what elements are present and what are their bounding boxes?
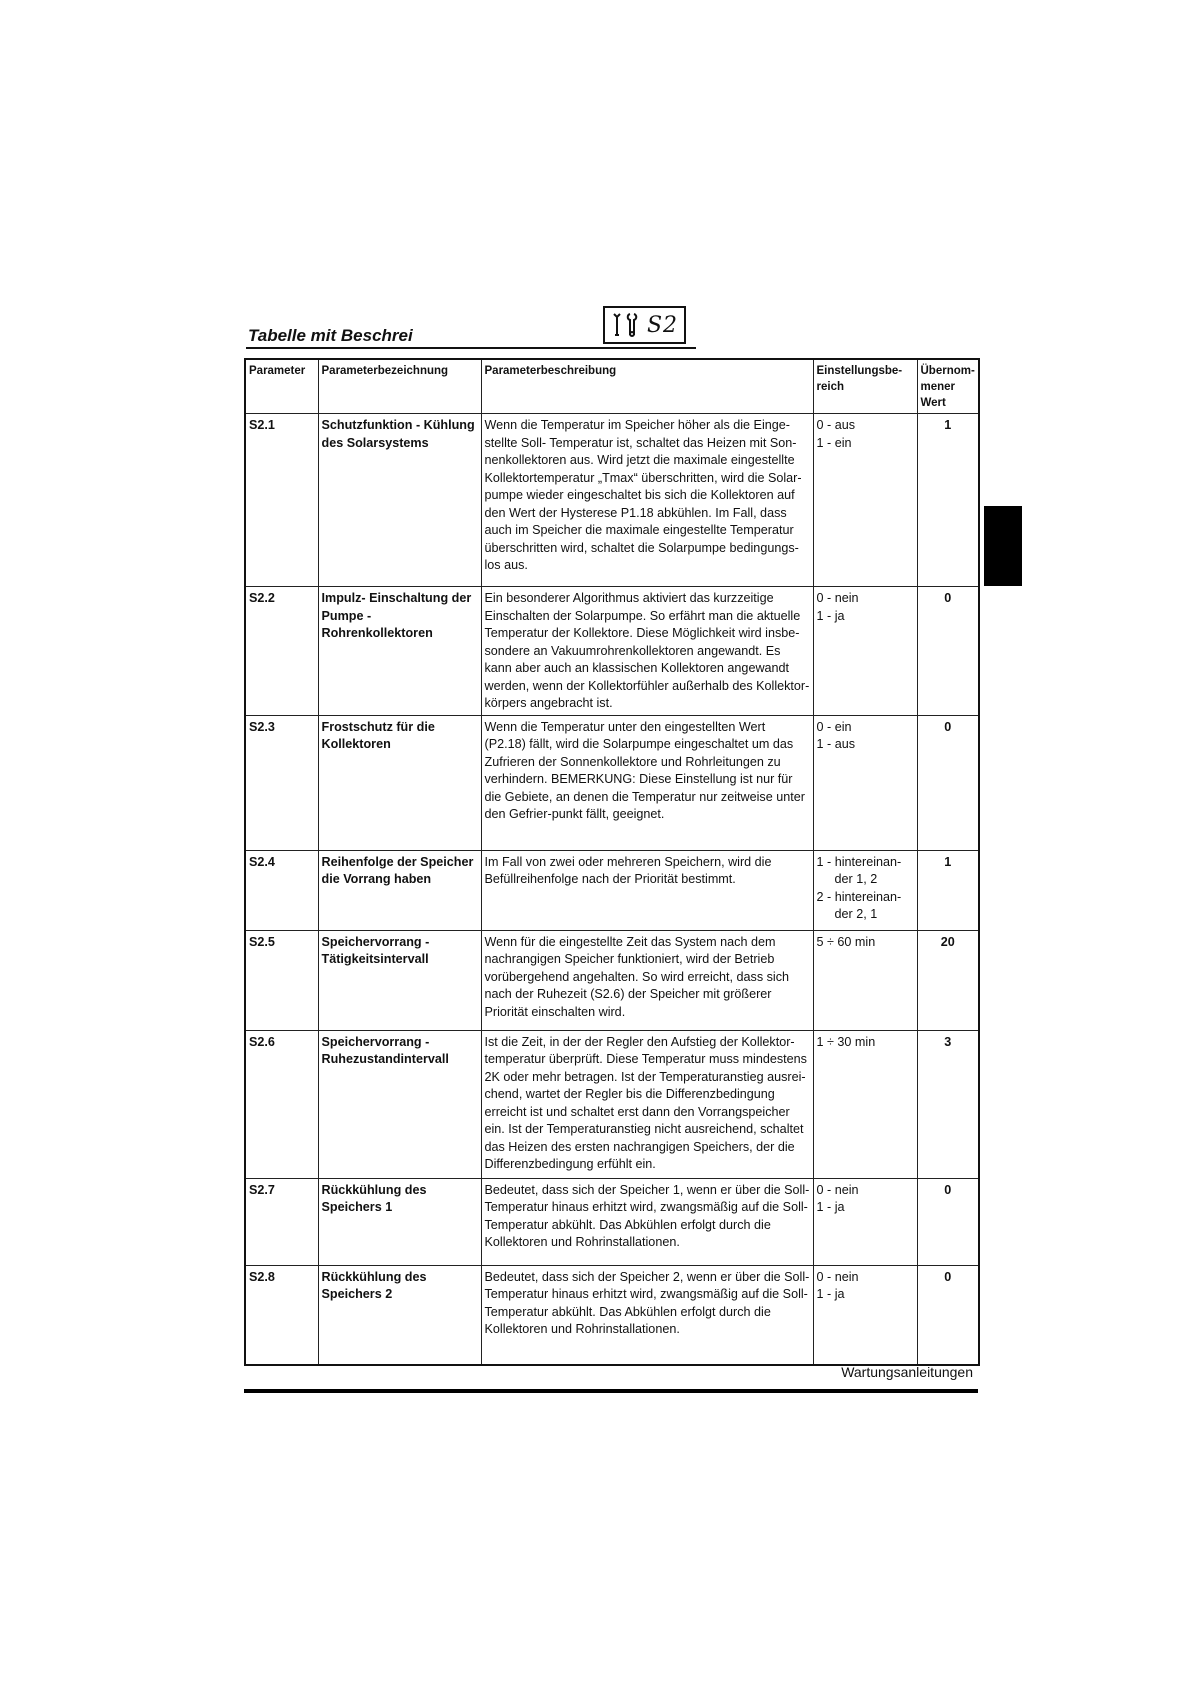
header-value: Übernom-mener Wert xyxy=(917,359,979,414)
parameter-description: Ist die Zeit, in der der Regler den Aufstieg der Kollektor-temperatur überprüft. Diese Temperatur muss mindestens 2K oder mehr betragen. Ist der Temperaturanstieg ausrei-chend, wartet der Regler bis die Differenzbedingung erreicht ist und schaltet erst dann den Vorrangspeicher ein. Ist der Temperaturanstieg nicht ausreichend, schaltet das Heizen des ersten nachrangigen Speichers, der die Differenzbedingung erfühlt ein. xyxy=(481,1030,813,1178)
range-line: 1 - ja xyxy=(816,1287,845,1301)
range-line: 1 - hintereinan- xyxy=(816,854,902,869)
parameter-description: Bedeutet, dass sich der Speicher 2, wenn er über die Soll-Temperatur hinaus erhitzt wird, zwangsmäßig auf die Soll-Temperatur abkühlt. Das Abkühlen erfolgt durch die Kollektoren und Rohrinstallationen. xyxy=(481,1265,813,1365)
range-line: 0 - nein xyxy=(816,1182,859,1197)
table-row xyxy=(245,850,979,930)
parameter-name: Rückkühlung des Speichers 2 xyxy=(318,1265,481,1365)
section-title: Tabelle mit Beschrei xyxy=(248,326,413,345)
footer-text: Wartungsanleitungen xyxy=(841,1364,973,1380)
parameter-description: Ein besonderer Algorithmus aktiviert das kurzzeitige Einschalten der Solarpumpe. So erfährt man die aktuelle Temperatur der Kollektore. Diese Möglichkeit wird insbe-sondere an Vakuumrohrenkollektoren angewandt. Es kann aber auch an klassischen Kollektoren angewandt werden, wenn der Kollektorfühler außerhalb des Kollektor-körpers angebracht ist. xyxy=(481,587,813,716)
setting-range xyxy=(813,1265,917,1365)
tools-icon xyxy=(611,312,641,338)
setting-range xyxy=(813,1030,917,1178)
header-range: Einstellungsbe-reich xyxy=(813,359,917,414)
setting-range xyxy=(813,414,917,587)
range-line: der 1, 2 xyxy=(834,872,878,886)
parameter-code: S2.7 xyxy=(245,1178,318,1265)
parameter-code: S2.6 xyxy=(245,1030,318,1178)
parameter-name: Speichervorrang - Tätigkeitsintervall xyxy=(318,930,481,1030)
parameter-name: Rückkühlung des Speichers 1 xyxy=(318,1178,481,1265)
s2-badge xyxy=(603,306,686,344)
table-row xyxy=(245,930,979,1030)
parameter-code: S2.5 xyxy=(245,930,318,1030)
parameter-name: Reihenfolge der Speicher die Vorrang haben xyxy=(318,850,481,930)
range-line: der 2, 1 xyxy=(834,907,878,921)
range-line: 5 ÷ 60 min xyxy=(816,934,876,949)
range-line: 1 - ein xyxy=(816,435,852,450)
table-row xyxy=(245,1265,979,1365)
range-line: 0 - nein xyxy=(816,1269,859,1284)
adopted-value: 3 xyxy=(917,1030,979,1178)
range-line: 2 - hintereinan- xyxy=(816,889,902,904)
parameter-code: S2.1 xyxy=(245,414,318,587)
range-line: 1 - aus xyxy=(816,737,856,751)
parameter-code: S2.8 xyxy=(245,1265,318,1365)
setting-range xyxy=(813,1178,917,1265)
header-description: Parameterbeschreibung xyxy=(481,359,813,414)
adopted-value: 0 xyxy=(917,1265,979,1365)
parameter-description: Wenn für die eingestellte Zeit das System nach dem nachrangigen Speicher funktioniert, wird der Betrieb vorübergehend angehalten. So wird erreicht, dass sich nach der Ruhezeit (S2.6) der Speicher mit größerer Priorität einschalten wird. xyxy=(481,930,813,1030)
parameter-code: S2.4 xyxy=(245,850,318,930)
footer-rule xyxy=(244,1389,978,1393)
badge-code: S2 xyxy=(646,312,679,338)
setting-range xyxy=(813,587,917,716)
range-line: 0 - nein xyxy=(816,591,859,605)
parameter-description: Im Fall von zwei oder mehreren Speichern, wird die Befüllreihenfolge nach der Priorität bestimmt. xyxy=(481,850,813,930)
table-row xyxy=(245,587,979,716)
chapter-tab xyxy=(984,506,1022,586)
adopted-value: 0 xyxy=(917,587,979,716)
setting-range xyxy=(813,715,917,850)
parameter-name: Frostschutz für die Kollektoren xyxy=(318,715,481,850)
header-name: Parameterbezeichnung xyxy=(318,359,481,414)
range-line: 1 - ja xyxy=(816,1200,845,1214)
parameter-description: Bedeutet, dass sich der Speicher 1, wenn er über die Soll-Temperatur hinaus erhitzt wird, zwangsmäßig auf die Soll-Temperatur abkühlt. Das Abkühlen erfolgt durch die Kollektoren und Rohrinstallationen. xyxy=(481,1178,813,1265)
setting-range xyxy=(813,850,917,930)
table-header-row xyxy=(245,359,979,414)
table-row xyxy=(245,414,979,587)
adopted-value: 0 xyxy=(917,1178,979,1265)
parameter-description: Wenn die Temperatur unter den eingestellten Wert (P2.18) fällt, wird die Solarpumpe eingeschaltet um das Zufrieren der Sonnenkollektore und Rohrleitungen zu verhindern. BEMERKUNG: Diese Einstellung ist nur für die Gebiete, an denen die Temperatur nur zeitweise unter den Gefrier-punkt fällt, geeignet. xyxy=(481,715,813,850)
parameter-name: Speichervorrang - Ruhezustandintervall xyxy=(318,1030,481,1178)
adopted-value: 1 xyxy=(917,414,979,587)
setting-range xyxy=(813,930,917,1030)
range-line: 1 ÷ 30 min xyxy=(816,1034,876,1049)
parameter-description: Wenn die Temperatur im Speicher höher als die Einge-stellte Soll- Temperatur ist, schaltet das Heizen mit Son-nenkollektoren aus. Wird jetzt die maximale eingestellte Kollektortemperatur „Tmax“ überschritten, wird die Solar-pumpe wieder eingeschaltet bis sich die Kollektoren auf den Wert der Hysterese P1.18 abkühlen. Im Fall, dass auch im Speicher die maximale eingestellte Temperatur überschritten wird, schaltet die Solarpumpe bedingungs-los aus. xyxy=(481,414,813,587)
table-row xyxy=(245,1030,979,1178)
range-line: 0 - aus xyxy=(816,418,856,432)
adopted-value: 1 xyxy=(917,850,979,930)
title-underline xyxy=(246,347,696,349)
adopted-value: 20 xyxy=(917,930,979,1030)
range-line: 0 - ein xyxy=(816,719,852,734)
header-parameter: Parameter xyxy=(245,359,318,414)
parameter-name: Impulz- Einschaltung der Pumpe - Rohrenkollektoren xyxy=(318,587,481,716)
table-row xyxy=(245,1178,979,1265)
table-row xyxy=(245,715,979,850)
parameter-name: Schutzfunktion - Kühlung des Solarsystems xyxy=(318,414,481,587)
parameter-code: S2.3 xyxy=(245,715,318,850)
parameter-code: S2.2 xyxy=(245,587,318,716)
adopted-value: 0 xyxy=(917,715,979,850)
parameter-table xyxy=(244,358,980,1366)
range-line: 1 - ja xyxy=(816,608,845,623)
